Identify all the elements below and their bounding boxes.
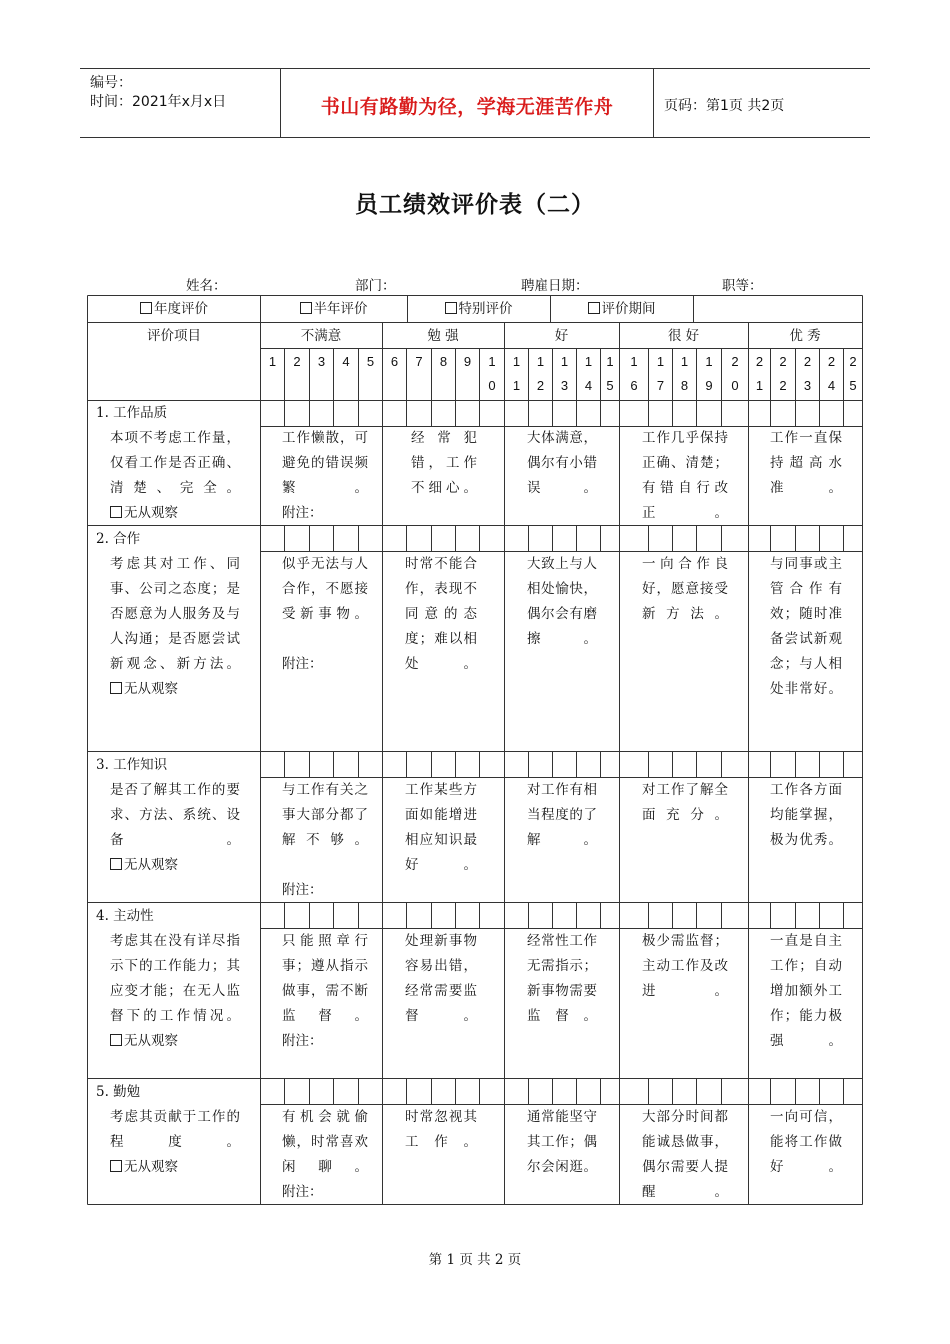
score-number: 4 — [827, 378, 836, 393]
level-desc-unsatisfactory: 工作懒散，可避免的错误频繁。 — [282, 430, 368, 496]
level-desc-very-good: 对工作了解全面充分。 — [642, 782, 728, 823]
hire-date-label: 聘雇日期： — [521, 278, 589, 294]
level-desc-very-good: 极少需监督；主动工作及改进。 — [642, 933, 728, 999]
score-number: 1 — [488, 354, 496, 369]
doc-code-label: 编号： — [90, 75, 132, 91]
unobserved-option[interactable]: 无从观察 — [110, 853, 240, 878]
level-desc-excellent: 工作各方面均能掌握，极为优秀。 — [770, 782, 842, 848]
note-label: 附注： — [282, 1033, 323, 1049]
score-number: 1 — [560, 354, 569, 369]
score-number: 5 — [366, 354, 375, 369]
score-number: 7 — [656, 378, 665, 393]
score-number: 4 — [342, 354, 350, 369]
criterion-description: 考虑其对工作、同事、公司之态度；是否愿意为人服务及与人沟通；是否愿尝试新观念、新方法。 — [110, 556, 240, 672]
unobserved-option[interactable]: 无从观察 — [110, 501, 240, 526]
eval-type-half-year[interactable]: 半年评价 — [260, 297, 407, 322]
level-header-unsatisfactory: 不满意 — [300, 328, 342, 344]
checkbox-icon — [588, 302, 600, 314]
checkbox-icon — [110, 858, 122, 870]
score-number: 2 — [293, 354, 301, 369]
level-desc-fair: 时常忽视其工作。 — [405, 1109, 477, 1150]
unobserved-option[interactable]: 无从观察 — [110, 677, 240, 702]
score-number: 9 — [705, 378, 713, 393]
score-number: 0 — [731, 378, 739, 393]
checkbox-icon — [445, 302, 457, 314]
level-header-very-good: 很 好 — [667, 328, 700, 344]
score-number: 2 — [779, 378, 787, 393]
eval-type-annual[interactable]: 年度评价 — [88, 297, 260, 322]
level-desc-very-good: 工作几乎保持正确、清楚；有错自行改正。 — [642, 430, 728, 521]
score-number: 8 — [680, 378, 689, 393]
level-desc-very-good: 一向合作良好，愿意接受新方法。 — [642, 556, 728, 622]
level-desc-unsatisfactory: 似乎无法与人合作，不愿接受新事物。 — [282, 556, 368, 622]
score-number: 1 — [268, 354, 277, 369]
score-number: 9 — [463, 354, 472, 369]
name-label: 姓名： — [186, 278, 227, 294]
eval-type-special[interactable]: 特别评价 — [407, 297, 550, 322]
criterion-description: 本项不考虑工作量，仅看工作是否正确、清楚、完全。 — [110, 430, 240, 496]
score-number: 1 — [512, 354, 521, 369]
note-label: 附注： — [282, 1184, 323, 1200]
checkbox-icon — [140, 302, 152, 314]
score-number: 2 — [731, 354, 739, 369]
motto-text: 书山有路勤为径，学海无涯苦作舟 — [320, 96, 614, 118]
checkbox-icon — [110, 1034, 122, 1046]
doc-time-label: 时间：2021年x月x日 — [90, 94, 227, 110]
score-number: 3 — [803, 378, 812, 393]
level-header-good: 好 — [554, 328, 569, 344]
score-number: 1 — [606, 354, 614, 369]
score-number: 1 — [680, 354, 689, 369]
score-number: 1 — [755, 378, 764, 393]
score-number: 1 — [656, 354, 665, 369]
criterion-description: 考虑其贡献于工作的程度。 — [110, 1109, 240, 1150]
level-desc-unsatisfactory: 有机会就偷懒，时常喜欢闲聊。 — [282, 1109, 368, 1175]
criterion-title: 5. 勤勉 — [96, 1084, 141, 1100]
score-number: 2 — [755, 354, 764, 369]
level-desc-good: 通常能坚守其工作；偶尔会闲逛。 — [527, 1109, 597, 1175]
criterion-title: 2. 合作 — [96, 531, 141, 547]
score-number: 2 — [779, 354, 787, 369]
level-desc-unsatisfactory: 与工作有关之事大部分都了解不够。 — [282, 782, 368, 848]
unobserved-option[interactable]: 无从观察 — [110, 1155, 240, 1180]
score-number: 1 — [630, 354, 638, 369]
score-number: 3 — [317, 354, 326, 369]
score-number: 1 — [705, 354, 713, 369]
score-number: 6 — [390, 354, 399, 369]
page-title: 员工绩效评价表（二） — [355, 191, 595, 218]
score-number: 8 — [439, 354, 448, 369]
score-number: 1 — [512, 378, 521, 393]
score-number: 2 — [849, 354, 857, 369]
score-number: 2 — [827, 354, 836, 369]
level-desc-good: 大体满意，偶尔有小错误。 — [527, 430, 597, 496]
score-number: 1 — [536, 354, 545, 369]
criterion-description: 是否了解其工作的要求、方法、系统、设备。 — [110, 782, 240, 848]
level-header-fair: 勉 强 — [427, 328, 459, 344]
score-number: 7 — [415, 354, 423, 369]
eval-type-period[interactable]: 评价期间 — [550, 297, 693, 322]
level-desc-excellent: 一直是自主工作；自动增加额外工作；能力极强。 — [770, 933, 842, 1049]
level-desc-fair: 工作某些方面如能增进相应知识最好。 — [405, 782, 477, 873]
criterion-title: 1. 工作品质 — [96, 405, 168, 421]
score-number: 3 — [560, 378, 569, 393]
score-number: 5 — [849, 378, 857, 393]
checkbox-icon — [110, 1160, 122, 1172]
dept-label: 部门： — [355, 278, 396, 294]
unobserved-option[interactable]: 无从观察 — [110, 1029, 240, 1054]
level-desc-excellent: 一向可信，能将工作做好。 — [770, 1109, 842, 1175]
checkbox-icon — [110, 682, 122, 694]
level-desc-good: 大致上与人相处愉快，偶尔会有磨擦。 — [527, 556, 597, 647]
criterion-title: 4. 主动性 — [96, 908, 154, 924]
criterion-title: 3. 工作知识 — [96, 757, 168, 773]
level-desc-fair: 经常犯错，工作不细心。 — [411, 430, 477, 496]
note-label: 附注： — [282, 882, 323, 898]
score-number: 2 — [803, 354, 812, 369]
level-desc-fair: 时常不能合作，表现不同意的态度；难以相处。 — [405, 556, 477, 672]
score-number: 6 — [630, 378, 638, 393]
level-desc-excellent: 工作一直保持超高水准。 — [770, 430, 842, 496]
score-number: 2 — [536, 378, 545, 393]
eval-item-header: 评价项目 — [147, 328, 201, 344]
level-desc-excellent: 与同事或主管合作有效；随时准备尝试新观念；与人相处非常好。 — [770, 556, 842, 697]
level-desc-very-good: 大部分时间都能诚恳做事，偶尔需要人提醒。 — [642, 1109, 728, 1200]
score-number: 1 — [584, 354, 593, 369]
position-label: 职等： — [722, 278, 763, 294]
level-desc-good: 对工作有相当程度的了解。 — [527, 782, 597, 848]
page-info: 页码：第1页 共2页 — [664, 98, 785, 114]
page-footer: 第 1 页 共 2 页 — [428, 1252, 522, 1268]
score-number: 0 — [488, 378, 496, 393]
criterion-description: 考虑其在没有详尽指示下的工作能力；其应变才能；在无人监督下的工作情况。 — [110, 933, 240, 1024]
score-number: 5 — [606, 378, 614, 393]
checkbox-icon — [300, 302, 312, 314]
level-desc-good: 经常性工作无需指示；新事物需要监督。 — [527, 933, 597, 1024]
checkbox-icon — [110, 506, 122, 518]
note-label: 附注： — [282, 656, 323, 672]
note-label: 附注： — [282, 505, 323, 521]
level-desc-fair: 处理新事物容易出错，经常需要监督。 — [405, 933, 477, 1024]
level-header-excellent: 优 秀 — [789, 328, 821, 344]
level-desc-unsatisfactory: 只能照章行事；遵从指示做事，需不断监督。 — [282, 933, 368, 1024]
score-number: 4 — [584, 378, 593, 393]
